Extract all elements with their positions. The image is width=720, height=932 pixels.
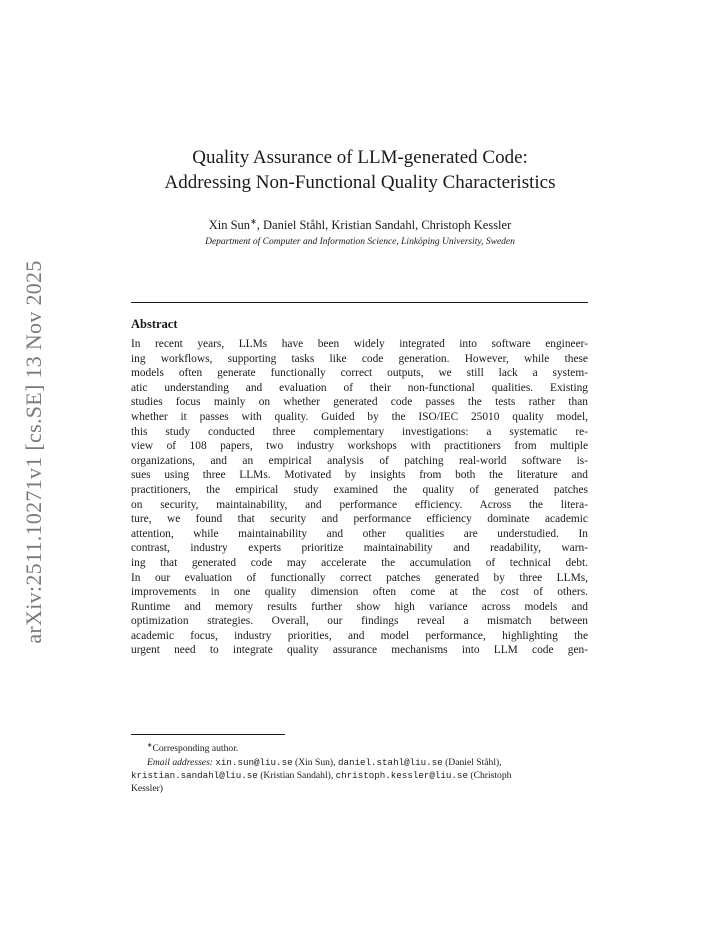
email-link-kristian-sandahl[interactable]: kristian.sandahl@liu.se <box>131 770 258 781</box>
abstract-line: attention, while maintainability and other qualities are understudied. In <box>131 527 588 540</box>
abstract-line: academic focus, industry priorities, and model performance, highlighting the <box>131 629 588 642</box>
abstract-line: whether it passes with quality. Guided by the ISO/IEC 25010 quality model, <box>131 410 588 423</box>
title-line-2: Addressing Non-Functional Quality Characteristics <box>164 172 556 193</box>
abstract-line: ing workflows, supporting tasks like code generation. However, while these <box>131 352 588 365</box>
email-link-daniel-stahl[interactable]: daniel.stahl@liu.se <box>337 756 443 768</box>
footnote-emails-line-2 <box>131 769 588 782</box>
arxiv-identifier-stamp <box>20 260 48 644</box>
abstract-top-rule <box>131 302 588 303</box>
abstract-line: practitioners, the empirical study examined the quality of generated patches <box>131 483 588 496</box>
abstract-line: models often generate functionally correct outputs, we still lack a system- <box>131 367 588 380</box>
abstract-line: on security, maintainability, and performance efficiency. Across the litera- <box>131 498 588 511</box>
footnote-rule <box>131 734 285 735</box>
abstract-line: contrast, industry experts prioritize maintainability and readability, warn- <box>131 542 588 555</box>
abstract-heading: Abstract <box>131 317 178 331</box>
author-first: Xin Sun <box>208 218 251 233</box>
author-list <box>100 214 620 233</box>
abstract-body <box>131 337 588 658</box>
abstract-line: In our evaluation of functionally correct patches generated by three LLMs, <box>131 571 588 584</box>
footnote <box>131 739 588 796</box>
abstract-line: improvements in one quality dimension often come at the cost of others. <box>131 586 588 599</box>
abstract-line: In recent years, LLMs have been widely integrated into software engineer- <box>131 338 588 350</box>
abstract-line: studies focus mainly on whether generated code passes the tests rather than <box>131 396 588 409</box>
email-link-xin-sun[interactable]: xin.sun@liu.se <box>215 756 293 768</box>
author-rest: , Daniel Ståhl, Kristian Sandahl, Christoph Kessler <box>256 218 512 233</box>
footnote-mark: ∗ <box>147 742 153 749</box>
email-owner: (Daniel Ståhl), <box>445 756 502 768</box>
email-owner: (Christoph <box>470 770 512 781</box>
abstract-line: sues using three LLMs. Motivated by insights from both the literature and <box>131 469 588 482</box>
title-line-1: Quality Assurance of LLM-generated Code: <box>192 147 528 168</box>
email-owner: (Kristian Sandahl), <box>260 770 334 781</box>
abstract-line: organizations, and an empirical analysis of patching real-world software is- <box>131 454 588 467</box>
email-owner: (Xin Sun), <box>295 756 336 768</box>
paper-title <box>100 145 620 195</box>
abstract-line: ing that generated code may accelerate the accumulation of technical debt. <box>131 556 588 569</box>
abstract-line: this study conducted three complementary investigations: a systematic re- <box>131 425 588 438</box>
affiliation: Department of Computer and Information Science, Linköping University, Sweden <box>205 237 515 247</box>
footnote-emails-line-1 <box>131 756 588 769</box>
footnote-corresponding <box>131 739 588 756</box>
email-label: Email addresses: <box>147 756 213 768</box>
arxiv-id-text: arXiv:2511.10271v1 [cs.SE] 13 Nov 2025 <box>21 260 46 644</box>
abstract-line: view of 108 papers, two industry workshops with practitioners from multiple <box>131 440 588 453</box>
abstract-line: urgent need to integrate quality assurance mechanisms into LLM code gen- <box>131 644 588 657</box>
abstract-line: atic understanding and evaluation of their non-functional qualities. Existing <box>131 381 588 394</box>
email-link-christoph-kessler[interactable]: christoph.kessler@liu.se <box>335 770 468 781</box>
abstract-line: ture, we found that security and performance efficiency dominate academic <box>131 513 588 526</box>
abstract-line: Runtime and memory results further show high variance across models and <box>131 600 588 613</box>
corresponding-mark: ∗ <box>250 217 257 226</box>
abstract-line: optimization strategies. Overall, our findings reveal a mismatch between <box>131 615 588 628</box>
footnote-emails-line-3: Kessler) <box>131 783 163 795</box>
corresponding-label: Corresponding author. <box>152 743 239 755</box>
